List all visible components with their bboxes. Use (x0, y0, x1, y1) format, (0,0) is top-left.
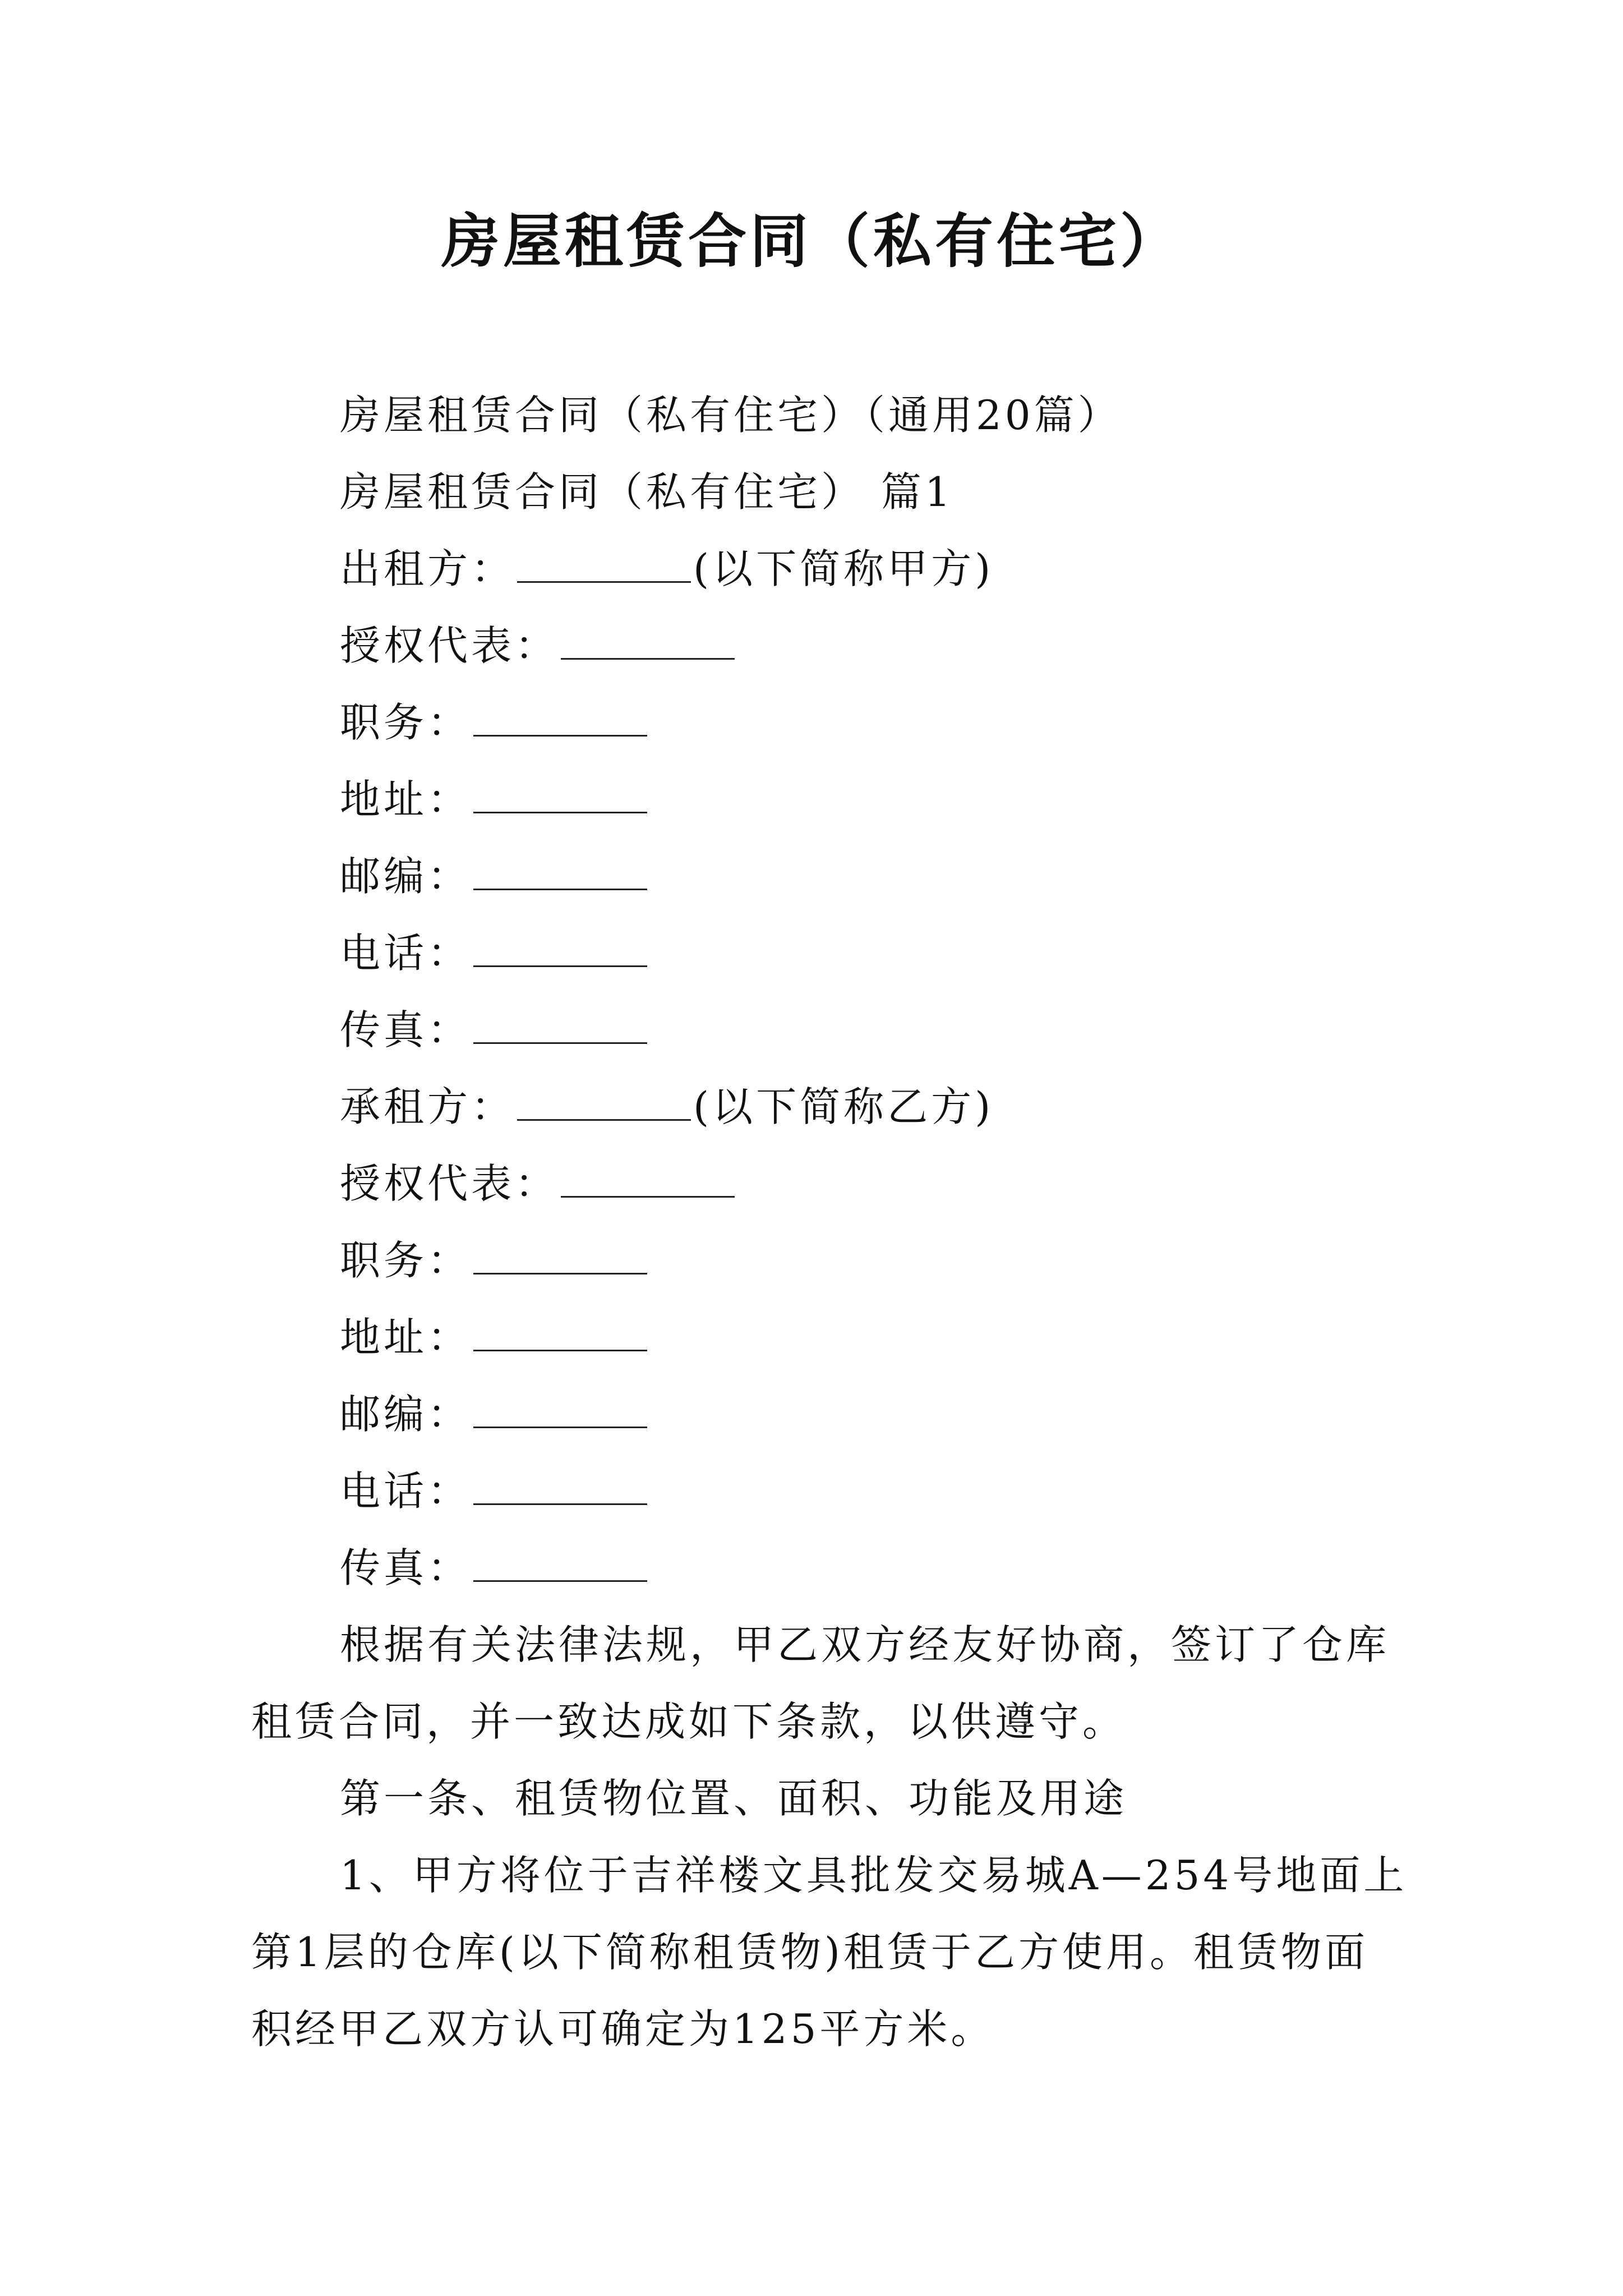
lessee-rep-label: 授权代表： (340, 1160, 559, 1207)
lessee-rep-line (251, 1145, 1390, 1222)
lessee-phone-line (251, 1453, 1390, 1530)
lessee-rep-blank (561, 1161, 735, 1198)
part-heading: 房屋租赁合同（私有住宅） 篇1 (340, 468, 954, 516)
lessor-rep-blank (561, 623, 735, 660)
lessee-phone-label: 电话： (340, 1467, 472, 1515)
lessee-postcode-line (251, 1376, 1390, 1453)
lessor-rep-label: 授权代表： (340, 622, 559, 669)
article1-paragraph-line-3: 积经甲乙双方认可确定为125平方米。 (251, 2005, 995, 2053)
lessor-suffix: (以下简称甲方) (693, 545, 994, 592)
lessee-line (251, 1069, 1390, 1145)
lessor-position-label: 职务： (340, 699, 472, 746)
lessee-phone-blank (473, 1469, 647, 1505)
lessor-address-blank (473, 777, 647, 813)
lessee-position-label: 职务： (340, 1237, 472, 1284)
lessor-position-blank (473, 700, 647, 737)
lessor-position-line (251, 684, 1390, 761)
lessor-phone-line (251, 915, 1390, 992)
lessor-phone-blank (473, 931, 647, 967)
lessee-fax-label: 传真： (340, 1544, 472, 1591)
lessor-postcode-label: 邮编： (340, 853, 472, 900)
lessee-address-label: 地址： (340, 1314, 472, 1361)
lessee-postcode-label: 邮编： (340, 1391, 472, 1438)
lessee-address-line (251, 1299, 1390, 1376)
lessee-fax-blank (473, 1545, 647, 1582)
lessee-address-blank (473, 1315, 647, 1351)
subtitle: 房屋租赁合同（私有住宅）（通用20篇） (340, 392, 1122, 439)
lessor-address-line (251, 761, 1390, 838)
lessee-suffix: (以下简称乙方) (693, 1083, 994, 1130)
page-title: 房屋租赁合同（私有住宅） (441, 206, 1182, 275)
lessor-rep-line (251, 608, 1390, 684)
document-body (251, 377, 1408, 2068)
lessor-fax-blank (473, 1007, 647, 1044)
intro-paragraph-line-2: 租赁合同，并一致达成如下条款，以供遵守。 (251, 1698, 1127, 1745)
lessor-label: 出租方： (340, 545, 515, 592)
lessor-fax-label: 传真： (340, 1006, 472, 1053)
lessor-name-blank (517, 546, 691, 583)
article1-paragraph-line-1: 1、甲方将位于吉祥楼文具批发交易城A—254号地面上 (340, 1852, 1408, 1899)
article1-paragraph-line-2: 第1层的仓库(以下简称租赁物)租赁于乙方使用。租赁物面 (251, 1929, 1368, 1976)
lessor-line (251, 531, 1390, 608)
lessee-name-blank (517, 1084, 691, 1121)
lessor-fax-line (251, 992, 1390, 1069)
lessor-postcode-line (251, 838, 1390, 915)
intro-paragraph-line-1: 根据有关法律法规，甲乙双方经友好协商，签订了仓库 (340, 1621, 1390, 1668)
lessee-position-blank (473, 1238, 647, 1274)
lessee-label: 承租方： (340, 1083, 515, 1130)
lessee-position-line (251, 1222, 1390, 1299)
lessor-address-label: 地址： (340, 776, 472, 823)
lessee-fax-line (251, 1530, 1390, 1607)
article1-heading: 第一条、租赁物位置、面积、功能及用途 (340, 1775, 1128, 1822)
lessee-postcode-blank (473, 1392, 647, 1428)
lessor-phone-label: 电话： (340, 930, 472, 977)
lessor-postcode-blank (473, 854, 647, 890)
